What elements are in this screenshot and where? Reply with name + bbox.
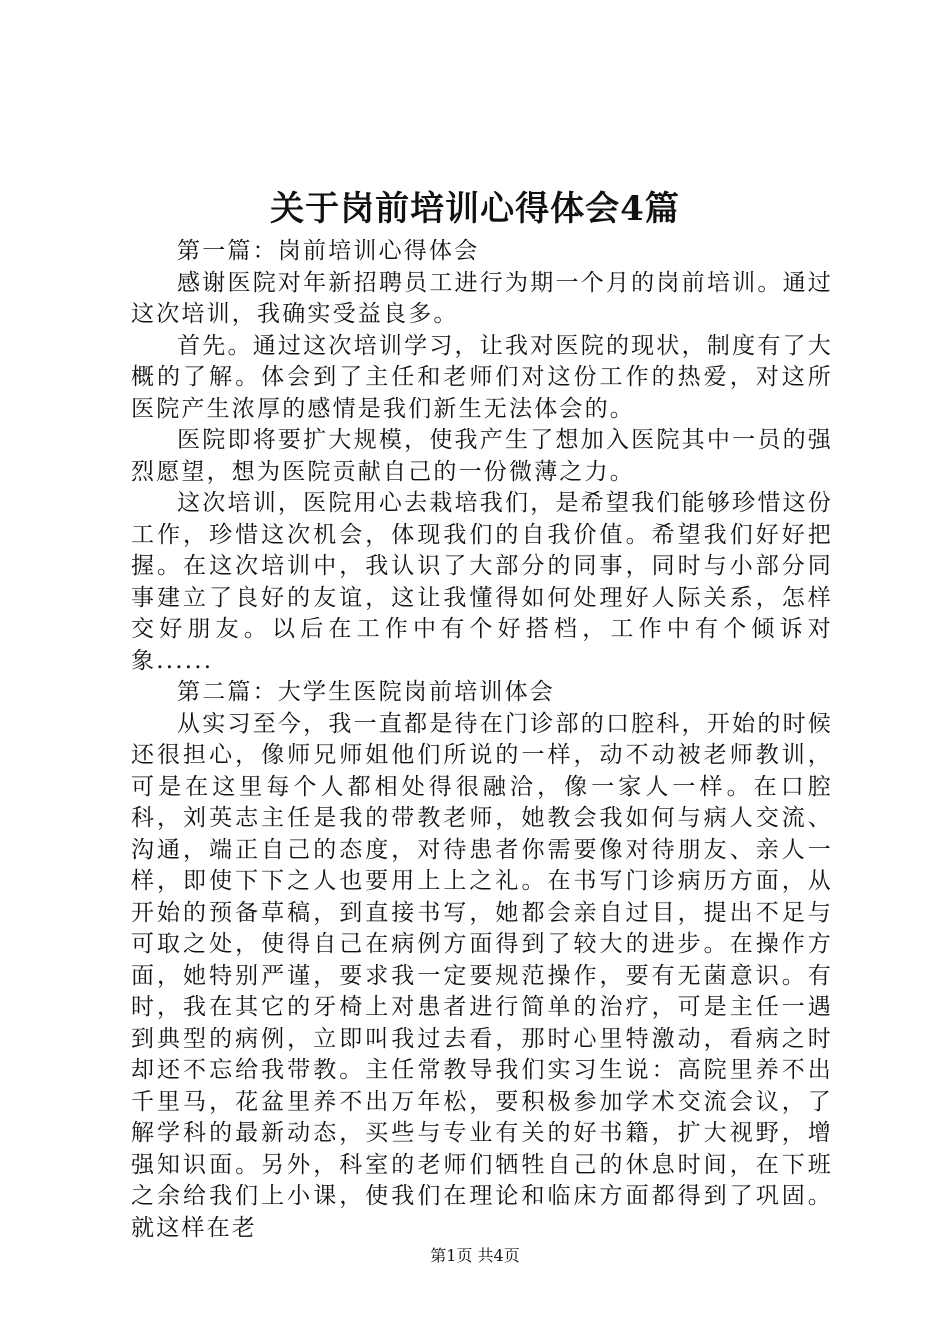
document-body bbox=[131, 236, 833, 1244]
body-paragraph: 这次培训，医院用心去栽培我们，是希望我们能够珍惜这份工作，珍惜这次机会，体现我们的自我价值。希望我们好好把握。在这次培训中，我认识了大部分的同事，同时与小部分同事建立了良好的友谊，这让我懂得如何处理好人际关系，怎样交好朋友。以后在工作中有个好搭档，工作中有个倾诉对象...... bbox=[131, 490, 833, 674]
section-heading-2: 第二篇：大学生医院岗前培训体会 bbox=[177, 679, 555, 705]
page-total: 共4页 bbox=[477, 1246, 520, 1265]
page-number: 第1页 bbox=[430, 1246, 473, 1265]
body-paragraph: 从实习至今，我一直都是待在门诊部的口腔科，开始的时候还很担心，像师兄师姐他们所说的一样，动不动被老师教训，可是在这里每个人都相处得很融洽，像一家人一样。在口腔科，刘英志主任是我的带教老师，她教会我如何与病人交流、沟通，端正自己的态度，对待患者你需要像对待朋友、亲人一样，即使下下之人也要用上上之礼。在书写门诊病历方面，从开始的预备草稿，到直接书写，她都会亲自过目，提出不足与可取之处，使得自己在病例方面得到了较大的进步。在操作方面，她特别严谨，要求我一定要规范操作，要有无菌意识。有时，我在其它的牙椅上对患者进行简单的治疗，可是主任一遇到典型的病例，立即叫我过去看，那时心里特激动，看病之时却还不忘给我带教。主任常教导我们实习生说：高院里养不出千里马，花盆里养不出万年松，要积极参加学术交流会议，了解学科的最新动态，买些与专业有关的好书籍，扩大视野，增强知识面。另外，科室的老师们牺牲自己的休息时间，在下班之余给我们上小课，使我们在理论和临床方面都得到了巩固。就这样在老 bbox=[131, 710, 833, 1241]
body-paragraph: 医院即将要扩大规模，使我产生了想加入医院其中一员的强烈愿望，想为医院贡献自己的一份微薄之力。 bbox=[131, 427, 833, 485]
document-title: 关于岗前培训心得体会4篇 bbox=[270, 189, 680, 229]
section-heading-1: 第一篇：岗前培训心得体会 bbox=[177, 238, 480, 264]
body-paragraph: 感谢医院对年新招聘员工进行为期一个月的岗前培训。通过这次培训，我确实受益良多。 bbox=[131, 269, 833, 327]
body-paragraph: 首先。通过这次培训学习，让我对医院的现状，制度有了大概的了解。体会到了主任和老师们对这份工作的热爱，对这所医院产生浓厚的感情是我们新生无法体会的。 bbox=[131, 332, 833, 422]
page-footer bbox=[0, 1245, 950, 1267]
